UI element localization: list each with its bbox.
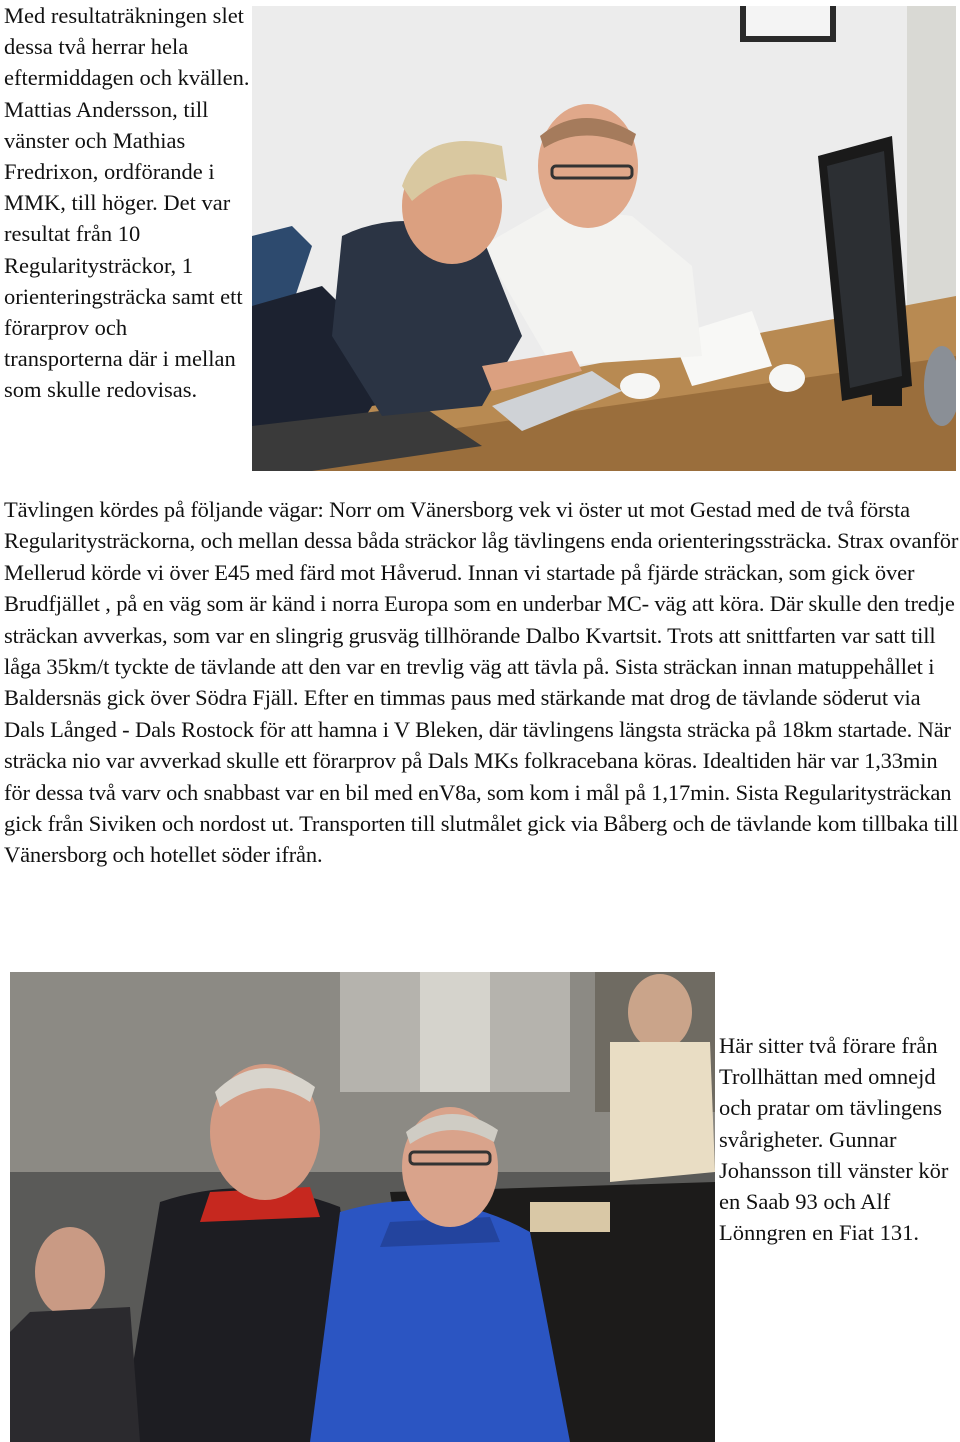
results-desk-photo <box>252 6 956 471</box>
results-desk-illustration <box>252 6 956 471</box>
top-photo-caption: Med resultaträkningen slet dessa två herrar hela eftermiddagen och kvällen. Mattias Andersson, till vänster och Mathias Fredrixon, ordförande i MMK, till höger. Det var resultat från 10 Regularitysträckor, 1 orienteringsträcka samt ett förarprov och transporterna där i mellan som skulle redovisas. <box>4 3 250 403</box>
drivers-talking-illustration <box>10 972 715 1442</box>
drivers-talking-photo <box>10 972 715 1442</box>
article-body-text: Tävlingen kördes på följande vägar: Norr om Vänersborg vek vi öster ut mot Gestad med de två första Regularitysträckorna, och mellan dessa båda sträckor låg tävlingens enda orienteringssträcka. Strax ovanför Mellerud körde vi över E45 med färd mot Håverud. Innan vi startade på fjärde sträckan, som gick över Brudfjället , på en väg som är känd i norra Europa som en underbar MC- väg att köra. Där skulle den tredje sträckan avverkas, som var en slingrig grusväg tillhörande Dalbo Kvartsit. Trots att snittfarten var satt till låga 35km/t tyckte de tävlande att den var en trevlig väg att tävla på. Sista sträckan innan matuppehållet i Baldersnäs gick över Södra Fjäll. Efter en timmas paus med stärkande mat drog de tävlande söderut via Dals Långed - Dals Rostock för att hamna i V Bleken, där tävlingens längsta sträcka på 18km startade. När sträcka nio var avverkad skulle ett förarprov på Dals MKs folkracebana köras. Idealtiden här var 1,33min för dessa två varv och snabbast var en bil med enV8a, som kom i mål på 1,17min. Sista Regularitysträckan gick från Siviken och nordost ut. Transporten till slutmålet gick via Båberg och de tävlande kom tillbaka till Vänersborg och hotellet söder ifrån. <box>4 497 959 868</box>
bottom-photo-caption: Här sitter två förare från Trollhättan med omnejd och pratar om tävlingens svårigheter. Gunnar Johansson till vänster kör en Saab 93 och Alf Lönngren en Fiat 131. <box>719 1033 949 1246</box>
